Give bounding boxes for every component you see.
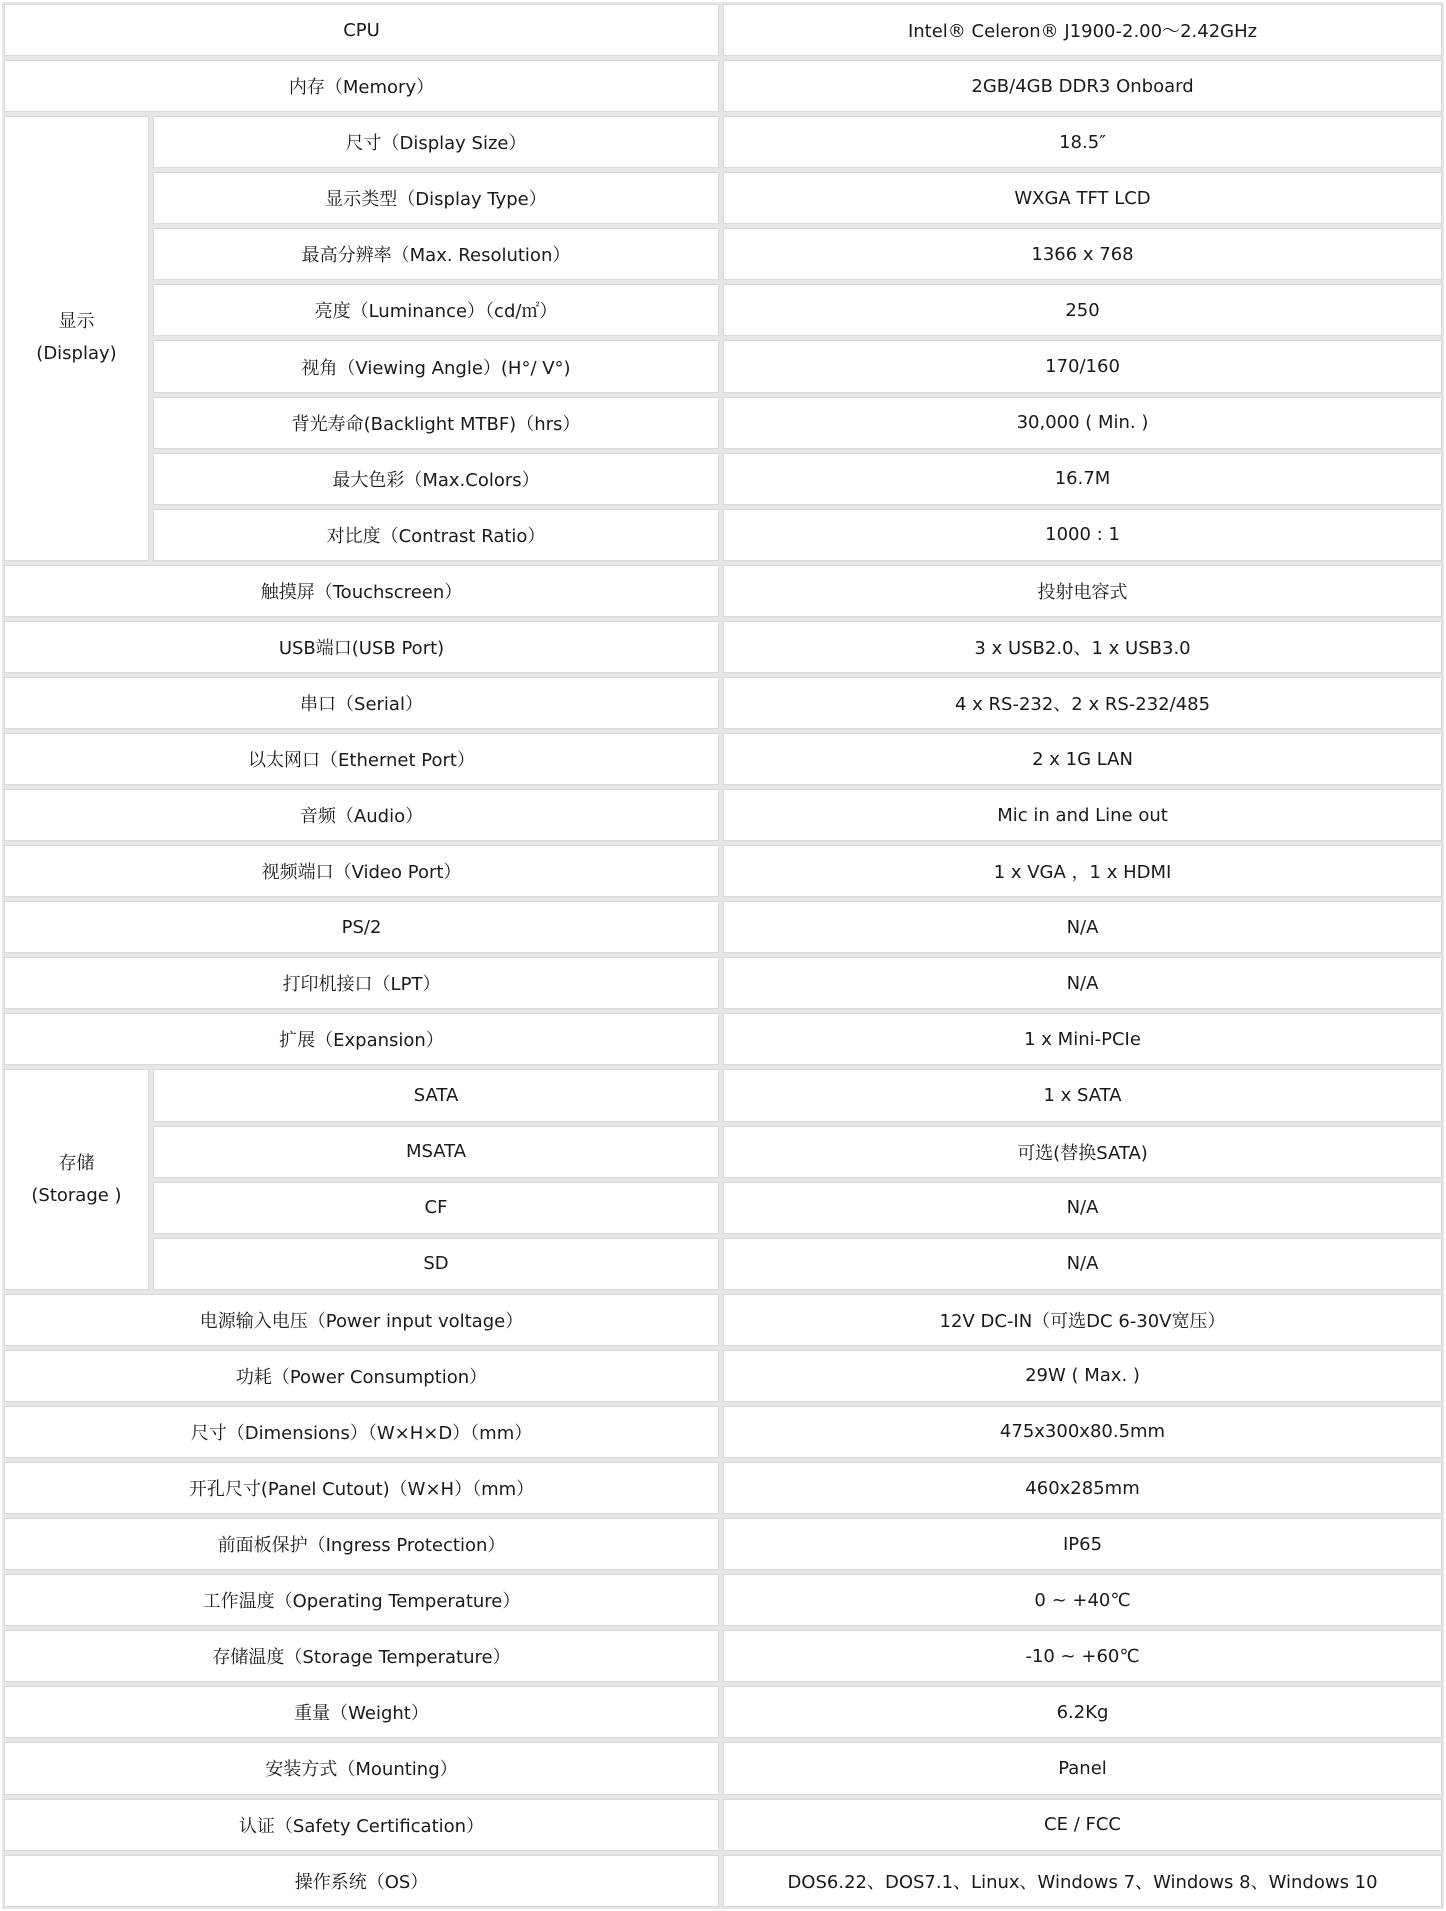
spec-value: 投射电容式	[723, 565, 1442, 617]
spec-value: CE / FCC	[723, 1799, 1442, 1851]
table-row	[4, 565, 1442, 617]
spec-value: 可选(替换SATA)	[723, 1126, 1442, 1178]
spec-label: 亮度（Luminance）（cd/㎡）	[153, 284, 719, 336]
spec-label: 视角（Viewing Angle）(H°/ V°)	[153, 340, 719, 392]
table-row	[4, 172, 1442, 224]
spec-value: N/A	[723, 1238, 1442, 1290]
spec-label: 触摸屏（Touchscreen）	[4, 565, 719, 617]
table-row	[4, 1518, 1442, 1570]
spec-label: 安装方式（Mounting）	[4, 1742, 719, 1794]
table-row	[4, 4, 1442, 56]
spec-label: 最高分辨率（Max. Resolution）	[153, 228, 719, 280]
spec-label: 显示类型（Display Type）	[153, 172, 719, 224]
table-row	[4, 340, 1442, 392]
table-row	[4, 1069, 1442, 1121]
table-row	[4, 1350, 1442, 1402]
spec-value: 4 x RS-232、2 x RS-232/485	[723, 677, 1442, 729]
table-row	[4, 1406, 1442, 1458]
spec-value: 1 x Mini-PCIe	[723, 1013, 1442, 1065]
spec-label: 串口（Serial）	[4, 677, 719, 729]
table-row	[4, 901, 1442, 953]
spec-value: 12V DC-IN（可选DC 6-30V宽压）	[723, 1294, 1442, 1346]
spec-label: 认证（Safety Certification）	[4, 1799, 719, 1851]
spec-value: N/A	[723, 1182, 1442, 1234]
table-row	[4, 1742, 1442, 1794]
table-row	[4, 284, 1442, 336]
spec-label: 电源输入电压（Power input voltage）	[4, 1294, 719, 1346]
spec-value: DOS6.22、DOS7.1、Linux、Windows 7、Windows 8、Windows 10	[723, 1855, 1442, 1907]
spec-label: 对比度（Contrast Ratio）	[153, 509, 719, 561]
spec-label: 扩展（Expansion）	[4, 1013, 719, 1065]
spec-value: IP65	[723, 1518, 1442, 1570]
spec-value: 250	[723, 284, 1442, 336]
table-row	[4, 733, 1442, 785]
spec-value: 16.7M	[723, 453, 1442, 505]
table-row	[4, 1462, 1442, 1514]
spec-value: N/A	[723, 901, 1442, 953]
spec-label: 尺寸（Display Size）	[153, 116, 719, 168]
table-row	[4, 509, 1442, 561]
spec-value: 170/160	[723, 340, 1442, 392]
spec-value: 1000 : 1	[723, 509, 1442, 561]
group-label-storage: 存储 (Storage )	[4, 1069, 149, 1289]
spec-label: 视频端口（Video Port）	[4, 845, 719, 897]
spec-value: 460x285mm	[723, 1462, 1442, 1514]
table-row	[4, 116, 1442, 168]
spec-label: SATA	[153, 1069, 719, 1121]
spec-label: 存储温度（Storage Temperature）	[4, 1630, 719, 1682]
table-row	[4, 789, 1442, 841]
spec-label: 打印机接口（LPT）	[4, 957, 719, 1009]
table-row	[4, 397, 1442, 449]
spec-label: USB端口(USB Port)	[4, 621, 719, 673]
spec-value: 1366 x 768	[723, 228, 1442, 280]
table-row	[4, 1238, 1442, 1290]
spec-value: 1 x VGA ，1 x HDMI	[723, 845, 1442, 897]
spec-label: 重量（Weight）	[4, 1686, 719, 1738]
spec-value: 475x300x80.5mm	[723, 1406, 1442, 1458]
table-row	[4, 1294, 1442, 1346]
spec-label: 前面板保护（Ingress Protection）	[4, 1518, 719, 1570]
spec-value: 0 ~ +40℃	[723, 1574, 1442, 1626]
spec-label: 尺寸（Dimensions）（W×H×D）（mm）	[4, 1406, 719, 1458]
table-row	[4, 1630, 1442, 1682]
spec-label: 背光寿命(Backlight MTBF)（hrs）	[153, 397, 719, 449]
spec-value: 1 x SATA	[723, 1069, 1442, 1121]
table-row	[4, 677, 1442, 729]
spec-value: N/A	[723, 957, 1442, 1009]
spec-value: 6.2Kg	[723, 1686, 1442, 1738]
table-row	[4, 1855, 1442, 1907]
table-row	[4, 453, 1442, 505]
spec-value: Panel	[723, 1742, 1442, 1794]
table-row	[4, 1686, 1442, 1738]
table-row	[4, 957, 1442, 1009]
spec-label: 操作系统（OS）	[4, 1855, 719, 1907]
spec-label: MSATA	[153, 1126, 719, 1178]
spec-value: 2GB/4GB DDR3 Onboard	[723, 60, 1442, 112]
spec-value: Mic in and Line out	[723, 789, 1442, 841]
table-row	[4, 1574, 1442, 1626]
spec-label: 音频（Audio）	[4, 789, 719, 841]
table-row	[4, 621, 1442, 673]
table-row	[4, 1126, 1442, 1178]
table-row	[4, 1799, 1442, 1851]
spec-label: 内存（Memory）	[4, 60, 719, 112]
spec-label: PS/2	[4, 901, 719, 953]
table-row	[4, 228, 1442, 280]
spec-value: 29W ( Max. )	[723, 1350, 1442, 1402]
table-row	[4, 60, 1442, 112]
group-label-display: 显示 (Display)	[4, 116, 149, 561]
table-row	[4, 845, 1442, 897]
spec-value: WXGA TFT LCD	[723, 172, 1442, 224]
spec-label: CPU	[4, 4, 719, 56]
spec-value: 2 x 1G LAN	[723, 733, 1442, 785]
spec-value: 30,000 ( Min. )	[723, 397, 1442, 449]
spec-label: SD	[153, 1238, 719, 1290]
table-row	[4, 1182, 1442, 1234]
spec-value: -10 ~ +60℃	[723, 1630, 1442, 1682]
spec-label: CF	[153, 1182, 719, 1234]
table-row	[4, 1013, 1442, 1065]
spec-value: 18.5″	[723, 116, 1442, 168]
spec-value: Intel® Celeron® J1900-2.00～2.42GHz	[723, 4, 1442, 56]
spec-label: 最大色彩（Max.Colors）	[153, 453, 719, 505]
spec-label: 功耗（Power Consumption）	[4, 1350, 719, 1402]
spec-label: 工作温度（Operating Temperature）	[4, 1574, 719, 1626]
spec-value: 3 x USB2.0、1 x USB3.0	[723, 621, 1442, 673]
spec-label: 以太网口（Ethernet Port）	[4, 733, 719, 785]
spec-label: 开孔尺寸(Panel Cutout)（W×H）（mm）	[4, 1462, 719, 1514]
